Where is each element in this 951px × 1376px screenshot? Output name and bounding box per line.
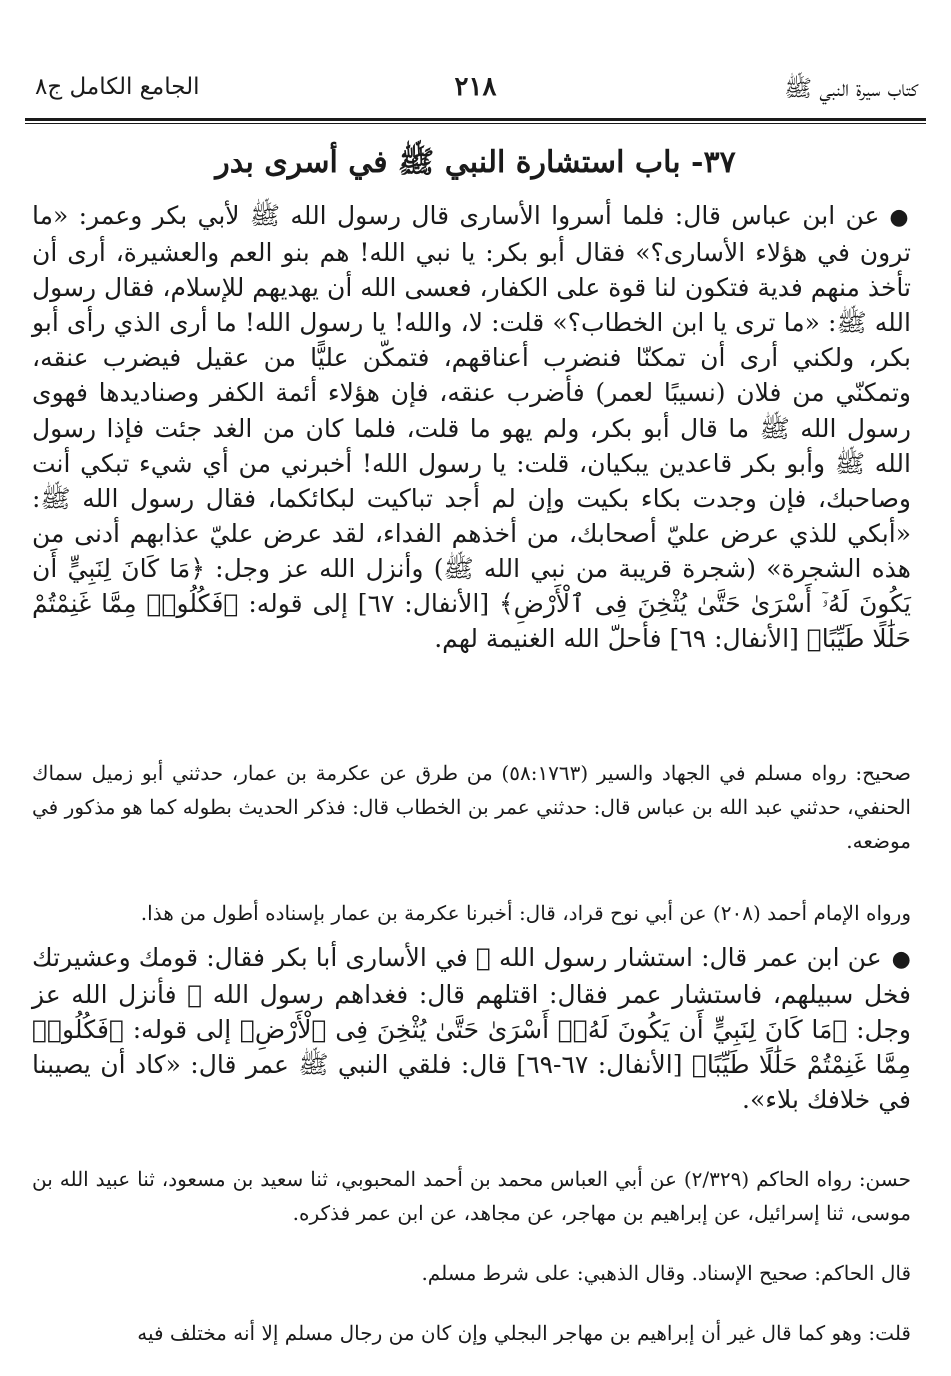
volume-label: الجامع الكامل ج٨ bbox=[35, 74, 200, 100]
takhrij-muslim: صحيح: رواه مسلم في الجهاد والسير (٥٨:١٧٦٣) من طرق عن عكرمة بن عمار، حدثني أبو زميل سماك الحنفي، حدثني عبد الله بن عباس قال: حدثني عمر بن الخطاب قال: فذكر الحديث بطوله كما هو مذكور في موضعه. bbox=[32, 761, 911, 853]
author-comment: قلت: وهو كما قال غير أن إبراهيم بن مهاجر البجلي وإن كان من رجال مسلم إلا أنه مختلف فيه bbox=[137, 1321, 911, 1345]
header-rule bbox=[25, 118, 926, 121]
page-number: ٢١٨ bbox=[454, 72, 497, 102]
hadith-text: عن ابن عباس قال: فلما أسروا الأسارى قال رسول الله ﷺ لأبي بكر وعمر: «ما ترون في هؤلاء الأسارى؟» فقال أبو بكر: يا نبي الله! هم بنو العم والعشيرة، أرى أن تأخذ منهم فدية فتكون لنا قوة على الكفار، فعسى الله أن يهديهم للإسلام، فقال رسول الله ﷺ: «ما ترى يا ابن الخطاب؟» قلت: لا، والله! يا رسول الله! ما أرى الذي رأى أبو بكر، ولكني أرى أن تمكنّا فنضرب أعناقهم، فتمكّن عليًّا من عقيل فيضرب عنقه، وتمكنّي من فلان (نسيبًا لعمر) فأضرب عنقه، فإن هؤلاء أئمة الكفر وصناديدها فهوى رسول الله ﷺ ما قال أبو بكر، ولم يهو ما قلت، فلما كان من الغد جئت فإذا رسول الله ﷺ وأبو بكر قاعدين يبكيان، قلت: يا رسول الله! أخبرني من أي شيء تبكي أنت وصاحبك، فإن وجدت بكاء بكيت وإن لم أجد تباكيت لبكائكما، فقال رسول الله ﷺ: «أبكي للذي عرض عليّ أصحابك، من أخذهم الفداء، لقد عرض عليّ عذابهم أدنى من هذه الشجرة» (شجرة قريبة من نبي الله ﷺ) وأنزل الله عز وجل: ﴿مَا كَانَ لِنَبِيٍّ أَن يَكُونَ لَهُۥٓ أَسْرَىٰ حَتَّىٰ يُثْخِنَ فِى ٱلْأَرْضِ﴾ [الأنفال: ٦٧] إلى قوله: ﴿فَكُلُوا۟ مِمَّا غَنِمْتُمْ حَلَٰلًا طَيِّبًا﴾ [الأنفال: ٦٩] فأحلّ الله الغنيمة لهم. bbox=[32, 201, 912, 654]
book-title: كتاب سيرة النبي ﷺ bbox=[784, 76, 918, 102]
running-header bbox=[25, 62, 926, 112]
takhrij-hakim: حسن: رواه الحاكم (٢/٣٢٩) عن أبي العباس محمد بن أحمد المحبوبي، ثنا سعيد بن مسعود، ثنا عبيد الله بن موسى، ثنا إسرائيل، عن إبراهيم بن مهاجر، عن مجاهد، عن ابن عمر فذكره. bbox=[32, 1167, 911, 1225]
hadith-ibn-abbas bbox=[32, 198, 911, 656]
takhrij-ahmad: ورواه الإمام أحمد (٢٠٨) عن أبي نوح قراد، قال: أخبرنا عكرمة بن عمار بإسناده أطول من هذا. bbox=[140, 901, 911, 925]
header-rule-thin bbox=[25, 123, 926, 124]
hadith-ibn-umar bbox=[32, 940, 911, 1117]
bullet-icon: ● bbox=[889, 205, 911, 230]
chapter-title: ٣٧- باب استشارة النبي ﷺ في أسرى بدر bbox=[215, 145, 736, 180]
hakim-dhahabi-verdict: قال الحاكم: صحيح الإسناد. وقال الذهبي: على شرط مسلم. bbox=[421, 1261, 911, 1285]
hadith-text: عن ابن عمر قال: استشار رسول الله ﷺ في الأسارى أبا بكر فقال: قومك وعشيرتك فخل سبيلهم، فاستشار عمر فقال: اقتلهم قال: فغداهم رسول الله ﷺ فأنزل الله عز وجل: ﴿مَا كَانَ لِنَبِيٍّ أَن يَكُونَ لَهُۥٓ أَسْرَىٰ حَتَّىٰ يُثْخِنَ فِى ٱلْأَرْضِ﴾ إلى قوله: ﴿فَكُلُوا۟ مِمَّا غَنِمْتُمْ حَلَٰلًا طَيِّبًا﴾ [الأنفال: ٦٧-٦٩] قال: فلقي النبي ﷺ عمر قال: «كاد أن يصيبنا في خلافك بلاء». bbox=[32, 943, 911, 1115]
bullet-icon: ● bbox=[891, 947, 911, 972]
